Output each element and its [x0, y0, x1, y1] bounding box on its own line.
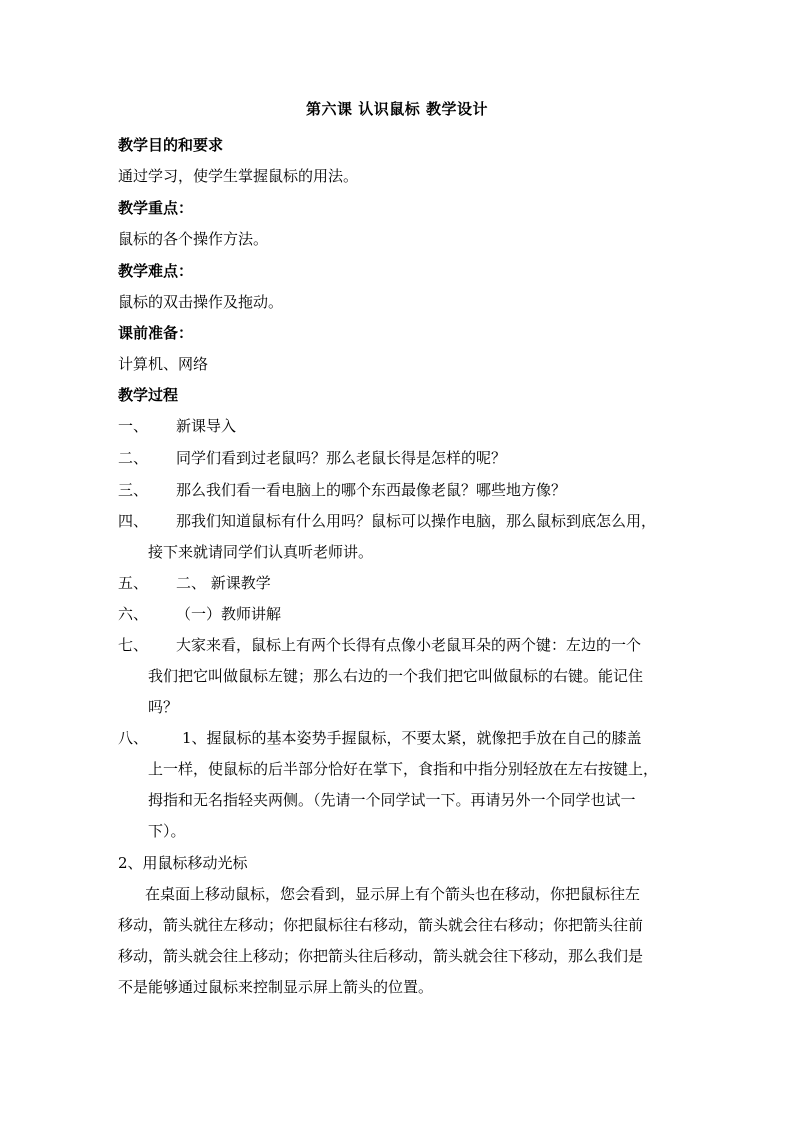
objective-heading: 教学目的和要求 — [118, 136, 224, 154]
list-item-text: （一）教师讲解 — [176, 605, 282, 623]
list-item-text: 大家来看，鼠标上有两个长得有点像小老鼠耳朵的两个键：左边的一个 — [176, 636, 642, 654]
list-item-text: 新课导入 — [176, 417, 237, 435]
list-item-number: 三、 — [118, 481, 149, 499]
list-item-number: 一、 — [118, 417, 149, 435]
list-item-text: 接下来就请同学们认真听老师讲。 — [148, 543, 374, 561]
list-item-text: 拇指和无名指轻夹两侧。（先请一个同学试一下。再请另外一个同学也试一 — [148, 791, 636, 809]
list-item-text: 上一样，使鼠标的后半部分恰好在掌下，食指和中指分别轻放在左右按键上， — [148, 760, 659, 778]
paragraph-line: 不是能够通过鼠标来控制显示屏上箭头的位置。 — [118, 978, 434, 996]
paragraph-line: 移动，箭头就会往上移动；你把箭头往后移动，箭头就会往下移动，那么我们是 — [118, 947, 644, 965]
list-item-number: 五、 — [118, 574, 149, 592]
process-heading: 教学过程 — [118, 386, 179, 404]
list-item-text: 下）。 — [148, 822, 186, 840]
list-item-number: 八、 — [118, 729, 149, 747]
key-points-text: 鼠标的各个操作方法。 — [118, 230, 269, 248]
list-item-text: 吗？ — [148, 698, 179, 716]
list-item-text: 二、 新课教学 — [176, 574, 271, 592]
paragraph-line: 在桌面上移动鼠标，您会看到，显示屏上有个箭头也在移动，你把鼠标往左 — [145, 885, 641, 903]
list-item-text: 同学们看到过老鼠吗？那么老鼠长得是怎样的呢？ — [176, 449, 507, 467]
key-points-heading: 教学重点： — [118, 199, 194, 217]
document-title: 第六课 认识鼠标 教学设计 — [306, 100, 488, 118]
list-item-number: 二、 — [118, 449, 149, 467]
list-item-text: 那么我们看一看电脑上的哪个东西最像老鼠？哪些地方像？ — [176, 481, 567, 499]
difficulty-text: 鼠标的双击操作及拖动。 — [118, 293, 284, 311]
paragraph-line: 移动，箭头就往左移动；你把鼠标往右移动，箭头就会往右移动；你把箭头往前 — [118, 916, 644, 934]
list-item-number: 七、 — [118, 636, 149, 654]
difficulty-heading: 教学难点： — [118, 262, 194, 280]
list-item-text: 我们把它叫做鼠标左键；那么右边的一个我们把它叫做鼠标的右键。能记住 — [148, 667, 644, 685]
list-item-text: 1、握鼠标的基本姿势手握鼠标，不要太紧，就像把手放在自己的膝盖 — [182, 729, 642, 747]
objective-text: 通过学习，使学生掌握鼠标的用法。 — [118, 167, 359, 185]
list-item-number: 四、 — [118, 512, 149, 530]
list-item-number: 六、 — [118, 605, 149, 623]
list-item-text: 那我们知道鼠标有什么用吗？鼠标可以操作电脑，那么鼠标到底怎么用， — [176, 512, 657, 530]
preparation-heading: 课前准备： — [118, 324, 194, 342]
preparation-text: 计算机、网络 — [118, 355, 209, 373]
section2-heading: 2、用鼠标移动光标 — [118, 854, 248, 872]
